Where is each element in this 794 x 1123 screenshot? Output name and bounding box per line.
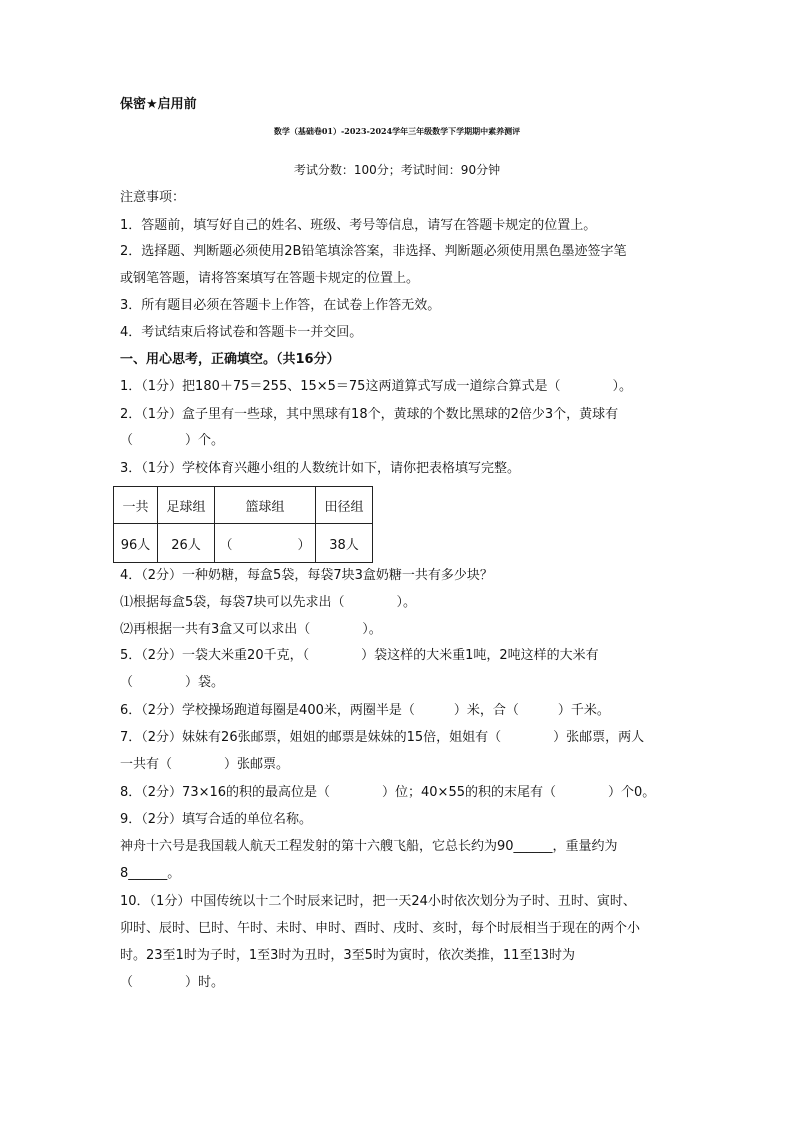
question-line: 8．（2分）73×16的积的最高位是（ ）位；40×55的积的末尾有（ ）个0。	[120, 785, 656, 800]
question-line: 神舟十六号是我国载人航天工程发射的第十六艘飞船，它总长约为90______，重量约为	[120, 839, 618, 854]
table-cell: 26人	[158, 524, 215, 563]
table-row	[114, 524, 373, 563]
question-line: 2．（1分）盒子里有一些球，其中黑球有18个，黄球的个数比黑球的2倍少3个，黄球有	[120, 407, 619, 422]
table-header-cell: 一共	[114, 487, 158, 524]
stats-table	[113, 486, 373, 563]
table-cell: 38人	[316, 524, 373, 563]
table-header-cell: 田径组	[316, 487, 373, 524]
question-line: （ ）个。	[120, 433, 225, 448]
question-line: 卯时、辰时、巳时、午时、未时、申时、酉时、戌时、亥时，每个时辰相当于现在的两个小	[120, 921, 641, 936]
page-title: 数学（基础卷01）-2023-2024学年三年级数学下学期期中素养测评	[273, 126, 521, 136]
question-line: 6．（2分）学校操场跑道每圈是400米，两圈半是（ ）米，合（ ）千米。	[120, 703, 610, 718]
question-line: （ ）袋。	[120, 675, 225, 690]
confidential-label: 保密★启用前	[120, 97, 197, 112]
exam-info: 考试分数：100分；考试时间：90分钟	[293, 163, 501, 177]
question-line: 8______。	[120, 866, 181, 881]
question-line: 10．（1分）中国传统以十二个时辰来记时，把一天24小时依次划分为子时、丑时、寅时、	[120, 894, 636, 909]
question-line: （ ）时。	[120, 975, 225, 990]
note-item: 4．考试结束后将试卷和答题卡一并交回。	[120, 325, 363, 340]
question-line: ⑴根据每盒5袋，每袋7块可以先求出（ ）。	[120, 595, 417, 610]
table-cell: 96人	[114, 524, 158, 563]
question-line: 9．（2分）填写合适的单位名称。	[120, 812, 313, 827]
question-line: 3．（1分）学校体育兴趣小组的人数统计如下，请你把表格填写完整。	[120, 461, 521, 476]
question-line: 时。23至1时为子时，1至3时为丑时，3至5时为寅时，依次类推，11至13时为	[120, 948, 575, 963]
table-cell-blank: （ ）	[215, 524, 316, 563]
table-header-row	[114, 487, 373, 524]
table-header-cell: 篮球组	[215, 487, 316, 524]
question-line: 一共有（ ）张邮票。	[120, 757, 290, 772]
question-line: 1．（1分）把180＋75＝255、15×5＝75这两道算式写成一道综合算式是（ ）。	[120, 379, 632, 394]
note-item: 3．所有题目必须在答题卡上作答，在试卷上作答无效。	[120, 298, 441, 313]
question-line: 7．（2分）妹妹有26张邮票，姐姐的邮票是妹妹的15倍，姐姐有（ ）张邮票，两人	[120, 730, 645, 745]
table-header-cell: 足球组	[158, 487, 215, 524]
note-item: 或钢笔答题，请将答案填写在答题卡规定的位置上。	[120, 271, 420, 286]
notes-heading: 注意事项：	[120, 190, 186, 205]
question-line: 5．（2分）一袋大米重20千克，（ ）袋这样的大米重1吨，2吨这样的大米有	[120, 648, 599, 663]
question-line: 4．（2分）一种奶糖，每盒5袋，每袋7块3盒奶糖一共有多少块？	[120, 568, 493, 583]
question-line: ⑵再根据一共有3盒又可以求出（ ）。	[120, 622, 382, 637]
note-item: 2．选择题、判断题必须使用2B铅笔填涂答案，非选择、判断题必须使用黑色墨迹签字笔	[120, 244, 627, 259]
note-item: 1．答题前，填写好自己的姓名、班级、考号等信息，请写在答题卡规定的位置上。	[120, 218, 597, 233]
section-heading: 一、用心思考，正确填空。（共16分）	[120, 352, 340, 367]
